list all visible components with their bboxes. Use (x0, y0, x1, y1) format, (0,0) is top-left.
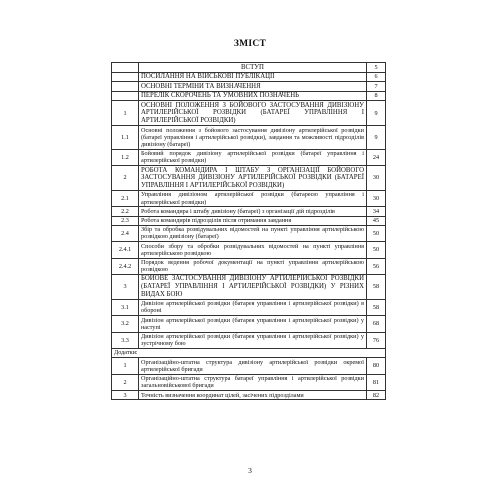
toc-section-number: 2.3 (112, 216, 139, 225)
toc-page-number: 8 (367, 91, 386, 101)
addition-title: Точність визначення координат цілей, засічених підрозділами (139, 391, 367, 400)
toc-addition-row[interactable] (112, 374, 386, 390)
toc-section-number: 2.1 (112, 190, 139, 206)
toc-section-number: 2 (112, 166, 139, 191)
addition-number: 2 (112, 374, 139, 390)
addition-number: 1 (112, 358, 139, 374)
toc-row[interactable] (112, 225, 386, 241)
toc-section-title: Дивізіон артилерійської розвідки (батарея управління і артилерійської розвідки) у наступі (139, 316, 367, 332)
toc-page-number: 50 (367, 225, 386, 241)
toc-page-number: 50 (367, 242, 386, 258)
toc-section-title: БОЙОВЕ ЗАСТОСУВАННЯ ДИВІЗІОНУ АРТИЛЕРІЙСЬКОЇ РОЗВІДКИ (БАТАРЕЇ УПРАВЛІННЯ І АРТИЛЕРІЙСЬКОЇ РОЗВІДКИ) У РІЗНИХ ВИДАХ БОЮ (139, 274, 367, 299)
toc-page-number: 76 (367, 332, 386, 348)
toc-section-number: 2.4.1 (112, 242, 139, 258)
toc-section-title: Робота командирів підрозділів після отримання завдання (139, 216, 367, 225)
toc-page-number: 24 (367, 149, 386, 165)
toc-row[interactable] (112, 207, 386, 216)
toc-section-title: Основні положення з бойового застосування дивізіону артилерійської розвідки (батареї управління і артилерійської розвідки), завдання та можливості підрозділів дивізіону (батареї) (139, 126, 367, 150)
toc-section-title: ОСНОВНІ ТЕРМІНИ ТА ВИЗНАЧЕННЯ (139, 82, 367, 92)
toc-section-title: ВСТУП (139, 63, 367, 73)
toc-section-number: 1 (112, 101, 139, 126)
toc-section-number: 2.4 (112, 225, 139, 241)
toc-section-number: 1.1 (112, 126, 139, 150)
toc-row[interactable] (112, 299, 386, 315)
toc-row[interactable] (112, 63, 386, 73)
toc-page-number: 58 (367, 274, 386, 299)
toc-section-number (112, 82, 139, 92)
toc-row[interactable] (112, 274, 386, 299)
toc-section-title: Збір та обробка розвідувальних відомостей на пункті управління артилерійською розвідкою дивізіону (батареї) (139, 225, 367, 241)
toc-section-number: 3.3 (112, 332, 139, 348)
toc-page-number: 30 (367, 190, 386, 206)
toc-addition-row[interactable] (112, 358, 386, 374)
toc-section-title: Порядок ведення робочої документації на пункті управління артилерійською розвідкою (139, 258, 367, 274)
toc-section-title: ПЕРЕЛІК СКОРОЧЕНЬ ТА УМОВНИХ ПОЗНАЧЕНЬ (139, 91, 367, 101)
toc-page-number: 7 (367, 82, 386, 92)
toc-section-title: РОБОТА КОМАНДИРА І ШТАБУ З ОРГАНІЗАЦІЇ БОЙОВОГО ЗАСТОСУВАННЯ ДИВІЗІОНУ АРТИЛЕРІЙСЬКОЇ РОЗВІДКИ (БАТАРЕЇ УПРАВЛІННЯ І АРТИЛЕРІЙСЬКОЇ РОЗВІДКИ) (139, 166, 367, 191)
toc-row[interactable] (112, 91, 386, 101)
toc-row[interactable] (112, 242, 386, 258)
toc-page-number: 9 (367, 101, 386, 126)
toc-section-number: 2.2 (112, 207, 139, 216)
toc-row[interactable] (112, 101, 386, 126)
toc-page-number: 68 (367, 316, 386, 332)
toc-row[interactable] (112, 166, 386, 191)
addition-page-number: 81 (367, 374, 386, 390)
toc-row[interactable] (112, 332, 386, 348)
toc-section-number: 1.2 (112, 149, 139, 165)
addition-page-number: 82 (367, 391, 386, 400)
toc-section-title: ПОСИЛАННЯ НА ВІЙСЬКОВІ ПУБЛІКАЦІЇ (139, 72, 367, 82)
toc-body (112, 63, 386, 400)
toc-section-title: Дивізіон артилерійської розвідки (батарея управління і артилерійської розвідки) у зустрічному бою (139, 332, 367, 348)
addition-number: 3 (112, 391, 139, 400)
toc-section-number: 3.1 (112, 299, 139, 315)
toc-row[interactable] (112, 82, 386, 92)
toc-row[interactable] (112, 126, 386, 150)
toc-page-number: 45 (367, 216, 386, 225)
toc-additions-header (112, 348, 386, 357)
toc-row[interactable] (112, 216, 386, 225)
toc-section-number: 2.4.2 (112, 258, 139, 274)
toc-section-number: 3 (112, 274, 139, 299)
toc-page-number: 5 (367, 63, 386, 73)
toc-row[interactable] (112, 258, 386, 274)
toc-row[interactable] (112, 72, 386, 82)
toc-row[interactable] (112, 149, 386, 165)
addition-title: Організаційно-штатна структура дивізіону артилерійської розвідки окремої артилерійської бригади (139, 358, 367, 374)
toc-page-number: 58 (367, 299, 386, 315)
toc-section-number (112, 63, 139, 73)
addition-page-number: 80 (367, 358, 386, 374)
document-title: ЗМІСТ (233, 39, 267, 49)
toc-page-number: 56 (367, 258, 386, 274)
toc-page-number: 30 (367, 166, 386, 191)
toc-section-title: Бойовий порядок дивізіону артилерійської розвідки (батареї управління і артилерійської розвідки) (139, 149, 367, 165)
toc-section-title: ОСНОВНІ ПОЛОЖЕННЯ З БОЙОВОГО ЗАСТОСУВАННЯ ДИВІЗІОНУ АРТИЛЕРІЙСЬКОЇ РОЗВІДКИ (БАТАРЕЇ УПРАВЛІННЯ І АРТИЛЕРІЙСЬКОЇ РОЗВІДКИ) (139, 101, 367, 126)
toc-row[interactable] (112, 190, 386, 206)
toc-addition-row[interactable] (112, 391, 386, 400)
toc-page-number: 34 (367, 207, 386, 216)
toc-section-number (112, 91, 139, 101)
toc-section-title: Робота командира і штабу дивізіону (батареї) з організації дій підрозділів (139, 207, 367, 216)
addition-title: Організаційно-штатна структура батареї управління і артилерійської розвідки загальновійськової бригади (139, 374, 367, 390)
toc-page-number: 9 (367, 126, 386, 150)
toc-section-title: Управління дивізіоном артилерійської розвідки (батареєю управління і артилерійської розвідки) (139, 190, 367, 206)
toc-section-number: 3.2 (112, 316, 139, 332)
table-of-contents (111, 62, 386, 400)
toc-section-title: Способи збору та обробки розвідувальних відомостей на пункті управління артилерійською розвідкою (139, 242, 367, 258)
toc-section-title: Дивізіон артилерійської розвідки (батарея управління і артилерійської розвідки) в обороні (139, 299, 367, 315)
additions-label: Додатки: (112, 348, 386, 357)
toc-section-number (112, 72, 139, 82)
toc-row[interactable] (112, 316, 386, 332)
page-number: 3 (248, 466, 252, 475)
toc-page-number: 6 (367, 72, 386, 82)
